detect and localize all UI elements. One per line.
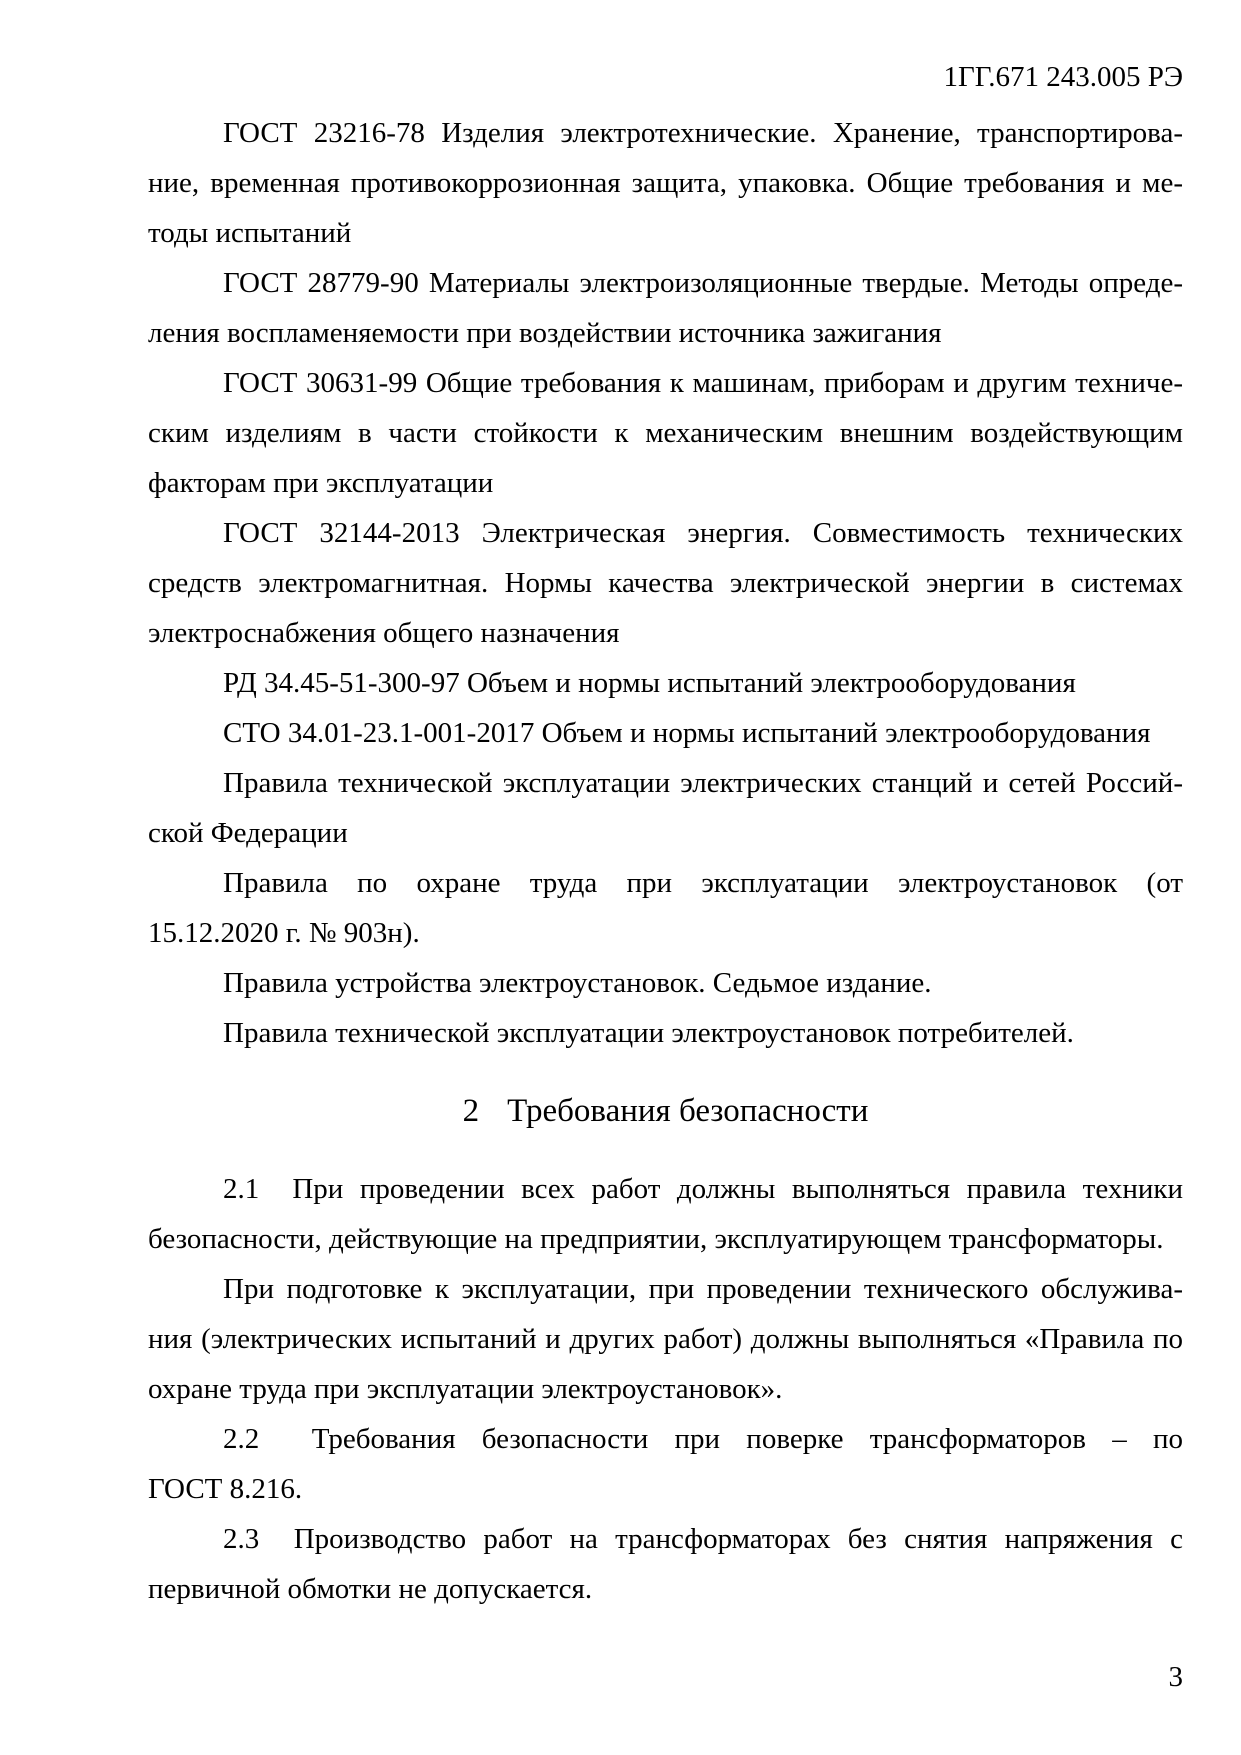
text-line: ния (электрических испытаний и других работ) должны выполняться «Правила по <box>148 1323 1183 1355</box>
text-line: ГОСТ 28779-90 Материалы электроизоляционные твердые. Методы опреде- <box>223 267 1183 299</box>
section-number: 2 <box>462 1093 480 1129</box>
text-line: Правила по охране труда при эксплуатации электроустановок (от <box>223 867 1183 899</box>
text-line: Правила устройства электроустановок. Седьмое издание. <box>223 967 932 999</box>
text-line: охране труда при эксплуатации электроустановок». <box>148 1373 783 1405</box>
paragraph <box>148 858 1183 958</box>
text-line: 2.3 Производство работ на трансформаторах без снятия напряжения с <box>223 1523 1183 1555</box>
text-line: ГОСТ 23216-78 Изделия электротехнические. Хранение, транспортирова- <box>223 117 1183 149</box>
paragraph <box>148 358 1183 508</box>
text-line: тоды испытаний <box>148 217 352 249</box>
paragraph <box>148 1264 1183 1414</box>
paragraph <box>148 708 1183 758</box>
text-line: 2.1 При проведении всех работ должны выполняться правила техники <box>223 1173 1183 1205</box>
section-heading <box>148 1086 1183 1136</box>
doc-designation: 1ГГ.671 243.005 РЭ <box>943 61 1183 93</box>
text-line: ГОСТ 30631-99 Общие требования к машинам, приборам и другим техниче- <box>223 367 1183 399</box>
text-line: ской Федерации <box>148 817 348 849</box>
text-line: факторам при эксплуатации <box>148 467 494 499</box>
text-line: 2.2 Требования безопасности при поверке трансформаторов – по <box>223 1423 1183 1455</box>
text-line: ГОСТ 8.216. <box>148 1473 303 1505</box>
text-line: 15.12.2020 г. № 903н). <box>148 917 420 949</box>
text-line: средств электромагнитная. Нормы качества электрической энергии в системах <box>148 567 1183 599</box>
text-line: безопасности, действующие на предприятии, эксплуатирующем трансформаторы. <box>148 1223 1164 1255</box>
text-line: ГОСТ 32144-2013 Электрическая энергия. Совместимость технических <box>223 517 1183 549</box>
paragraph <box>148 1164 1183 1264</box>
text-line: электроснабжения общего назначения <box>148 617 620 649</box>
text-line: РД 34.45-51-300-97 Объем и нормы испытаний электрооборудования <box>223 667 1076 699</box>
paragraph <box>148 1414 1183 1514</box>
paragraph <box>148 258 1183 358</box>
text-line: ским изделиям в части стойкости к механическим внешним воздействующим <box>148 417 1183 449</box>
paragraph <box>148 658 1183 708</box>
text-line: СТО 34.01-23.1-001-2017 Объем и нормы испытаний электрооборудования <box>223 717 1151 749</box>
paragraph <box>148 958 1183 1008</box>
paragraph <box>148 108 1183 258</box>
page-number: 3 <box>1168 1661 1183 1693</box>
paragraph <box>148 758 1183 858</box>
text-line: Правила технической эксплуатации электрических станций и сетей Россий- <box>223 767 1183 799</box>
text-line: ние, временная противокоррозионная защита, упаковка. Общие требования и ме- <box>148 167 1183 199</box>
paragraph <box>148 508 1183 658</box>
text-line: ления воспламеняемости при воздействии источника зажигания <box>148 317 942 349</box>
document-body <box>148 108 1183 1614</box>
paragraph <box>148 1514 1183 1614</box>
text-line: Правила технической эксплуатации электроустановок потребителей. <box>223 1017 1074 1049</box>
text-line: первичной обмотки не допускается. <box>148 1573 593 1605</box>
paragraph <box>148 1008 1183 1058</box>
text-line: При подготовке к эксплуатации, при проведении технического обслужива- <box>223 1273 1183 1305</box>
section-title: Требования безопасности <box>507 1093 869 1129</box>
